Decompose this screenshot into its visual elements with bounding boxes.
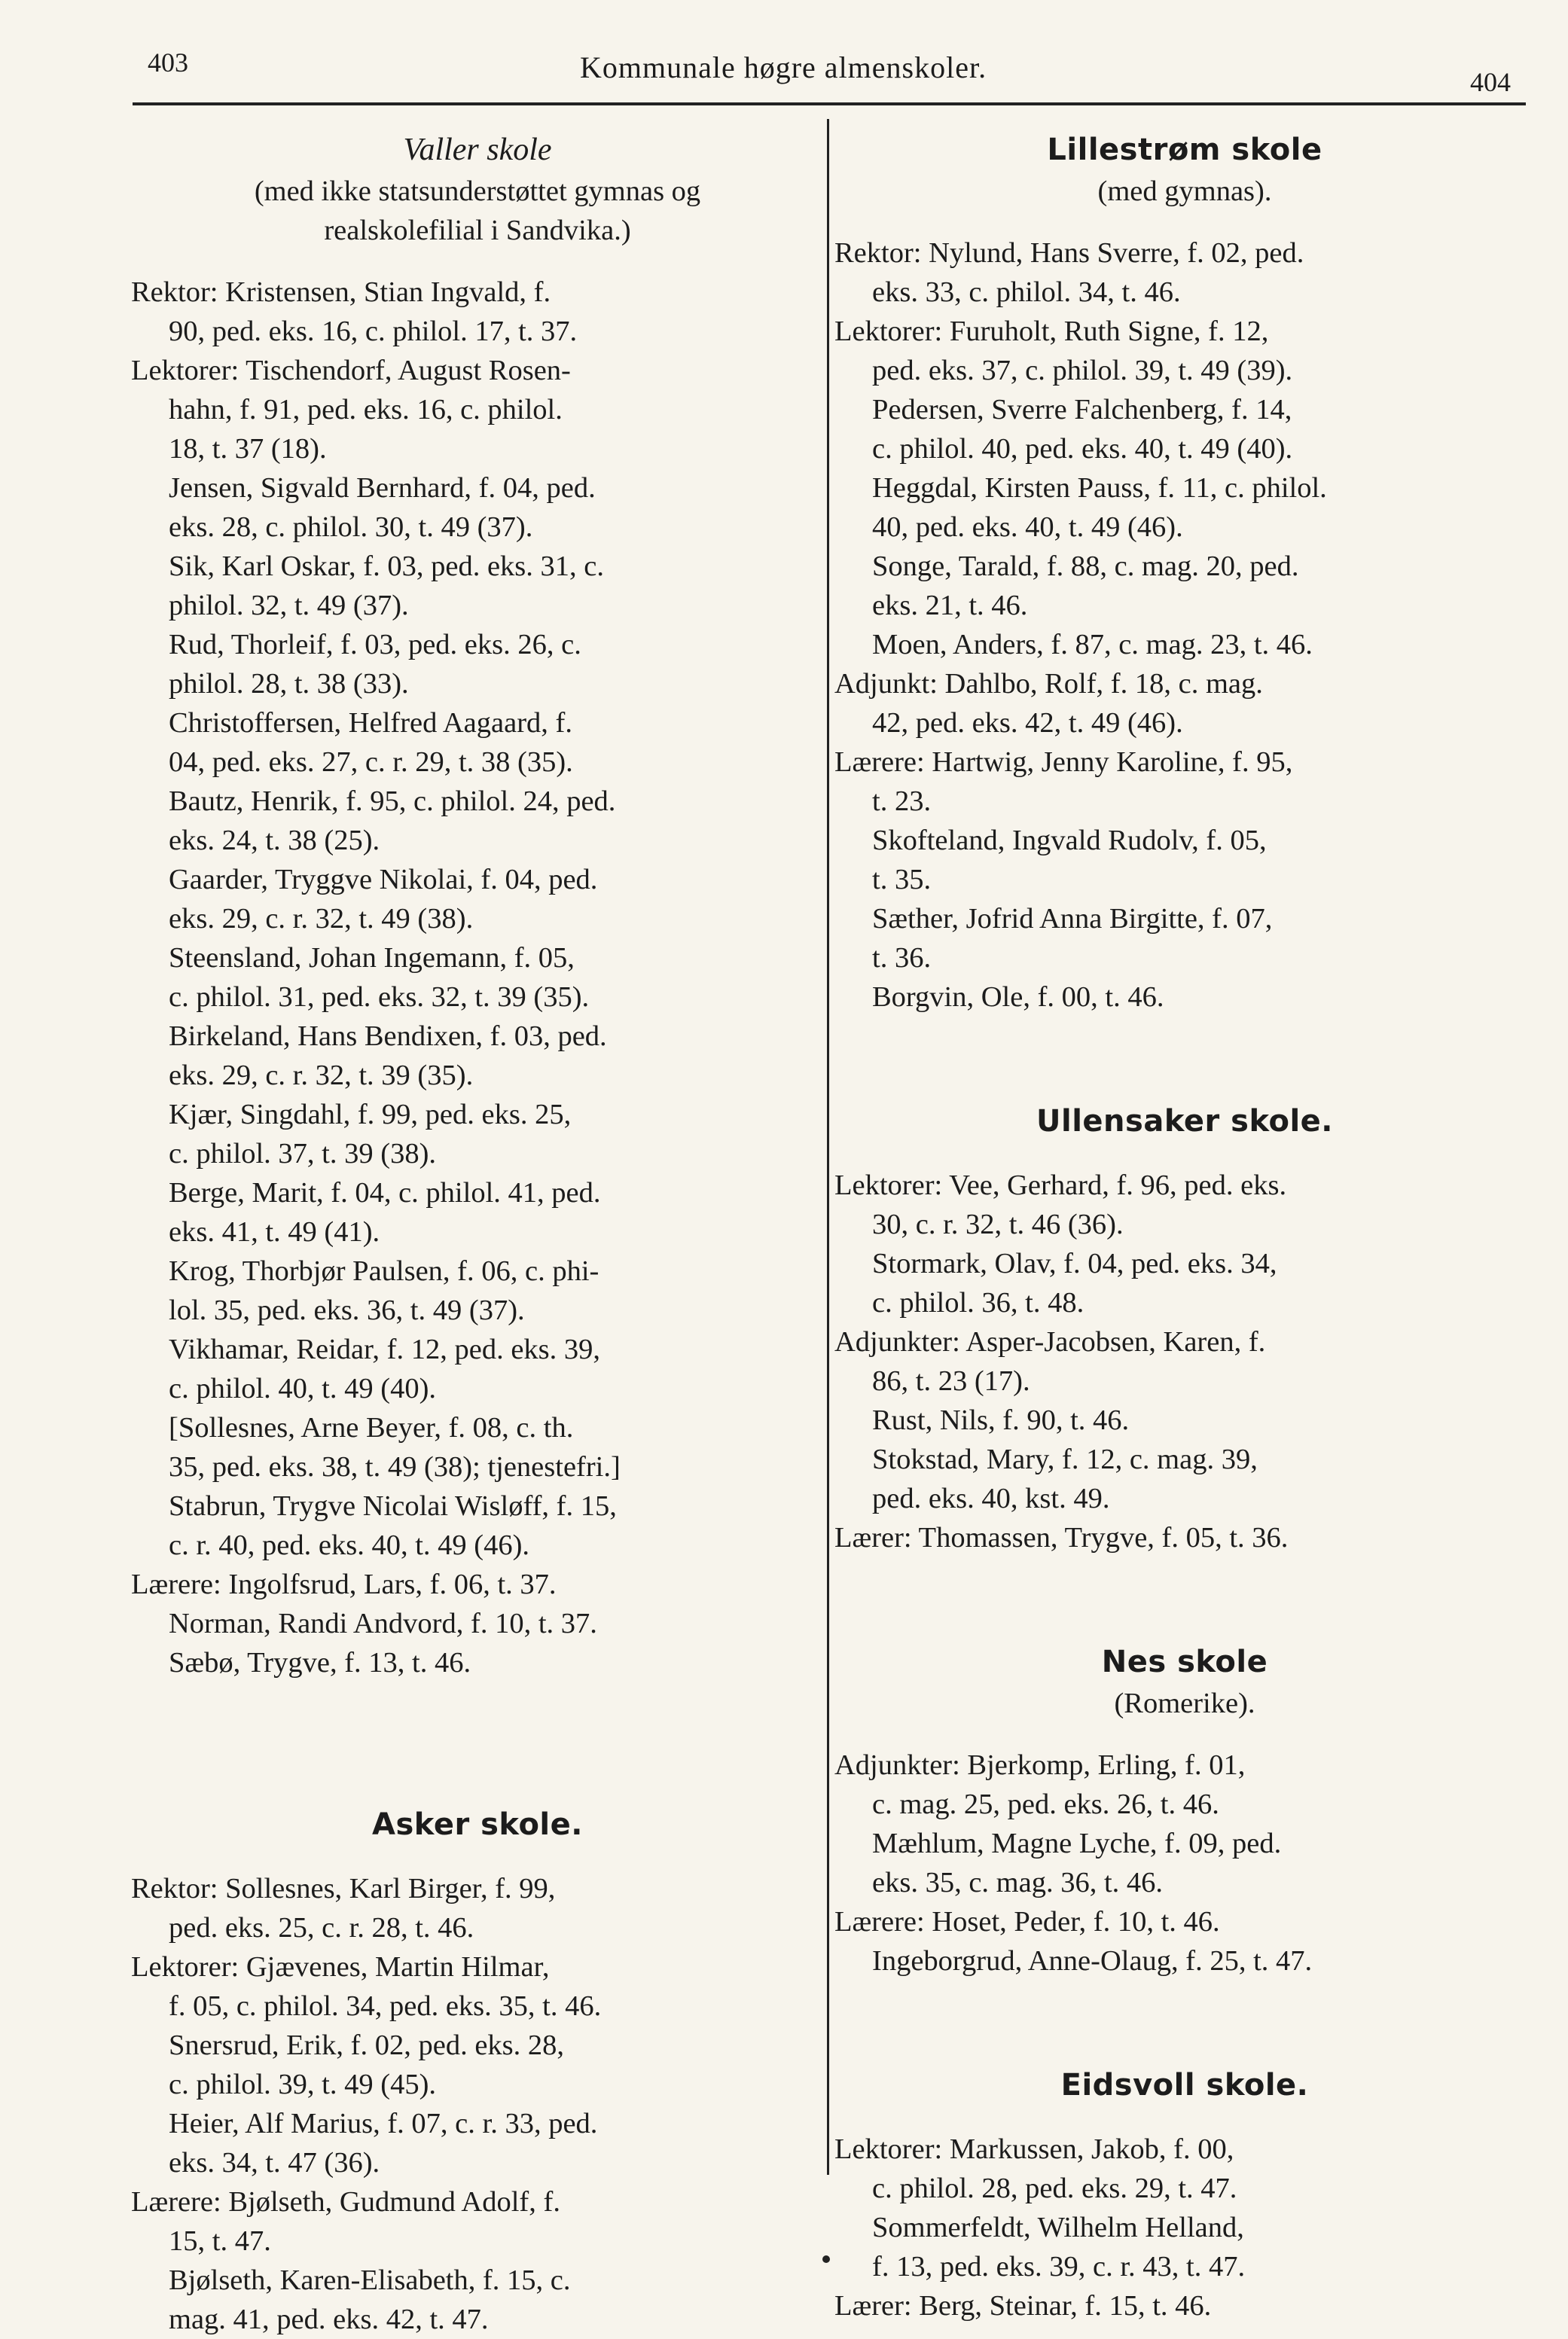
entry-line: Adjunkter: Bjerkomp, Erling, f. 01, <box>834 1749 1246 1781</box>
entry-line: [Sollesnes, Arne Beyer, f. 08, c. th. <box>169 1412 574 1444</box>
entry-line: eks. 41, t. 49 (41). <box>169 1216 380 1248</box>
page-dot <box>822 2255 830 2263</box>
entry-line: Steensland, Johan Ingemann, f. 05, <box>169 942 575 974</box>
entry-line: Lektorer: Gjævenes, Martin Hilmar, <box>131 1951 550 1983</box>
entry-line: c. philol. 39, t. 49 (45). <box>169 2069 437 2100</box>
entry-line: Lektorer: Markussen, Jakob, f. 00, <box>834 2133 1234 2165</box>
entry-line: t. 36. <box>872 942 932 974</box>
entry-line: Sæbø, Trygve, f. 13, t. 46. <box>169 1647 471 1679</box>
entry-line: Krog, Thorbjør Paulsen, f. 06, c. phi- <box>169 1255 599 1287</box>
entry-line: Sæther, Jofrid Anna Birgitte, f. 07, <box>872 903 1273 935</box>
header-rule <box>133 102 1526 105</box>
section-title: Eidsvoll skole. <box>1060 2068 1309 2103</box>
entry-line: 90, ped. eks. 16, c. philol. 17, t. 37. <box>169 316 578 347</box>
entry-line: philol. 28, t. 38 (33). <box>169 668 409 700</box>
page-number-right: 404 <box>1470 67 1511 97</box>
section-title: Asker skole. <box>372 1807 583 1842</box>
entry-line: c. philol. 40, ped. eks. 40, t. 49 (40). <box>872 433 1293 465</box>
entry-line: Stokstad, Mary, f. 12, c. mag. 39, <box>872 1444 1258 1475</box>
entry-line: Lærere: Bjølseth, Gudmund Adolf, f. <box>131 2186 560 2218</box>
section-lillestrom <box>834 128 1535 1017</box>
entry-line: Rektor: Sollesnes, Karl Birger, f. 99, <box>131 1873 556 1904</box>
entry-line: c. philol. 37, t. 39 (38). <box>169 1138 437 1170</box>
entry-list <box>834 1746 1535 1981</box>
entry-line: Stormark, Olav, f. 04, ped. eks. 34, <box>872 1248 1277 1279</box>
entry-line: Gaarder, Tryggve Nikolai, f. 04, ped. <box>169 864 598 895</box>
entry-line: c. philol. 28, ped. eks. 29, t. 47. <box>872 2173 1237 2204</box>
entry-line: 18, t. 37 (18). <box>169 433 327 465</box>
entry-line: 42, ped. eks. 42, t. 49 (46). <box>872 707 1183 739</box>
section-asker <box>131 1803 824 2339</box>
entry-line: Rektor: Nylund, Hans Sverre, f. 02, ped. <box>834 237 1304 269</box>
entry-line: 40, ped. eks. 40, t. 49 (46). <box>872 511 1183 543</box>
entry-line: Bjølseth, Karen-Elisabeth, f. 15, c. <box>169 2264 571 2296</box>
entry-line: Borgvin, Ole, f. 00, t. 46. <box>872 981 1164 1013</box>
entry-line: Jensen, Sigvald Bernhard, f. 04, ped. <box>169 472 596 504</box>
entry-line: Sik, Karl Oskar, f. 03, ped. eks. 31, c. <box>169 550 604 582</box>
entry-line: Adjunkt: Dahlbo, Rolf, f. 18, c. mag. <box>834 668 1263 700</box>
entry-line: eks. 28, c. philol. 30, t. 49 (37). <box>169 511 533 543</box>
section-title: Lillestrøm skole <box>1047 133 1322 167</box>
entry-line: 86, t. 23 (17). <box>872 1365 1030 1397</box>
entry-line: Bautz, Henrik, f. 95, c. philol. 24, ped. <box>169 785 616 817</box>
entry-line: Christoffersen, Helfred Aagaard, f. <box>169 707 572 739</box>
entry-line: eks. 29, c. r. 32, t. 49 (38). <box>169 903 474 935</box>
section-title: Nes skole <box>1101 1645 1268 1679</box>
entry-line: Heggdal, Kirsten Pauss, f. 11, c. philol. <box>872 472 1327 504</box>
entry-line: Birkeland, Hans Bendixen, f. 03, ped. <box>169 1020 607 1052</box>
entry-list <box>131 273 824 1682</box>
entry-line: Lektorer: Furuholt, Ruth Signe, f. 12, <box>834 316 1269 347</box>
column-divider <box>827 119 829 2175</box>
entry-line: hahn, f. 91, ped. eks. 16, c. philol. <box>169 394 563 425</box>
section-nes <box>834 1640 1535 1981</box>
left-column <box>131 128 824 2339</box>
entry-line: eks. 24, t. 38 (25). <box>169 825 380 856</box>
section-subtitle: (med ikke statsunderstøttet gymnas og <box>254 175 701 207</box>
entry-line: mag. 41, ped. eks. 42, t. 47. <box>169 2304 489 2335</box>
entry-line: ped. eks. 37, c. philol. 39, t. 49 (39). <box>872 355 1293 386</box>
entry-line: Heier, Alf Marius, f. 07, c. r. 33, ped. <box>169 2108 598 2139</box>
entry-line: Rust, Nils, f. 90, t. 46. <box>872 1404 1130 1436</box>
entry-line: eks. 29, c. r. 32, t. 39 (35). <box>169 1060 474 1091</box>
entry-line: Songe, Tarald, f. 88, c. mag. 20, ped. <box>872 550 1299 582</box>
entry-line: t. 35. <box>872 864 932 895</box>
section-subtitle: (Romerike). <box>1114 1688 1255 1719</box>
entry-line: ped. eks. 25, c. r. 28, t. 46. <box>169 1912 474 1944</box>
entry-line: c. r. 40, ped. eks. 40, t. 49 (46). <box>169 1529 530 1561</box>
section-ullensaker <box>834 1099 1535 1557</box>
entry-line: Pedersen, Sverre Falchenberg, f. 14, <box>872 394 1292 425</box>
section-title: Ullensaker skole. <box>1036 1104 1333 1139</box>
entry-line: c. philol. 36, t. 48. <box>872 1287 1084 1319</box>
entry-line: Lærere: Ingolfsrud, Lars, f. 06, t. 37. <box>131 1569 557 1600</box>
entry-line: eks. 35, c. mag. 36, t. 46. <box>872 1867 1164 1898</box>
entry-line: Lærer: Thomassen, Trygve, f. 05, t. 36. <box>834 1522 1289 1554</box>
entry-line: lol. 35, ped. eks. 36, t. 49 (37). <box>169 1295 525 1326</box>
entry-line: 04, ped. eks. 27, c. r. 29, t. 38 (35). <box>169 746 573 778</box>
entry-line: Lærer: Berg, Steinar, f. 15, t. 46. <box>834 2290 1212 2322</box>
right-column <box>834 128 1535 2325</box>
entry-line: Norman, Randi Andvord, f. 10, t. 37. <box>169 1608 597 1639</box>
entry-line: Kjær, Singdahl, f. 99, ped. eks. 25, <box>169 1099 572 1130</box>
entry-list <box>131 1869 824 2339</box>
entry-line: Rud, Thorleif, f. 03, ped. eks. 26, c. <box>169 629 581 660</box>
page-number-left: 403 <box>148 47 188 78</box>
entry-line: Lektorer: Tischendorf, August Rosen- <box>131 355 571 386</box>
section-subtitle: realskolefilial i Sandvika.) <box>324 215 631 246</box>
entry-list <box>834 1166 1535 1557</box>
entry-line: Sommerfeldt, Wilhelm Helland, <box>872 2212 1244 2243</box>
entry-line: Stabrun, Trygve Nicolai Wisløff, f. 15, <box>169 1490 617 1522</box>
entry-line: Mæhlum, Magne Lyche, f. 09, ped. <box>872 1828 1282 1859</box>
entry-line: f. 05, c. philol. 34, ped. eks. 35, t. 46. <box>169 1990 602 2022</box>
entry-line: 30, c. r. 32, t. 46 (36). <box>872 1209 1124 1240</box>
entry-list <box>834 233 1535 1017</box>
entry-line: eks. 33, c. philol. 34, t. 46. <box>872 276 1181 308</box>
entry-line: Skofteland, Ingvald Rudolv, f. 05, <box>872 825 1267 856</box>
entry-line: Ingeborgrud, Anne-Olaug, f. 25, t. 47. <box>872 1945 1313 1977</box>
running-title: Kommunale høgre almenskoler. <box>580 50 987 84</box>
section-subtitle: (med gymnas). <box>1097 175 1272 207</box>
entry-line: Lærere: Hoset, Peder, f. 10, t. 46. <box>834 1906 1220 1938</box>
entry-line: philol. 32, t. 49 (37). <box>169 590 409 621</box>
entry-line: f. 13, ped. eks. 39, c. r. 43, t. 47. <box>872 2251 1246 2283</box>
entry-line: ped. eks. 40, kst. 49. <box>872 1483 1110 1514</box>
entry-line: 35, ped. eks. 38, t. 49 (38); tjenestefri.] <box>169 1451 621 1483</box>
entry-line: c. philol. 31, ped. eks. 32, t. 39 (35). <box>169 981 590 1013</box>
entry-line: Vikhamar, Reidar, f. 12, ped. eks. 39, <box>169 1334 601 1365</box>
entry-line: c. mag. 25, ped. eks. 26, t. 46. <box>872 1789 1219 1820</box>
section-valler <box>131 128 824 1682</box>
entry-line: 15, t. 47. <box>169 2225 271 2257</box>
entry-line: Lærere: Hartwig, Jenny Karoline, f. 95, <box>834 746 1293 778</box>
entry-line: Adjunkter: Asper-Jacobsen, Karen, f. <box>834 1326 1266 1358</box>
entry-line: eks. 34, t. 47 (36). <box>169 2147 380 2179</box>
entry-line: Berge, Marit, f. 04, c. philol. 41, ped. <box>169 1177 601 1209</box>
entry-list <box>834 2130 1535 2325</box>
entry-line: Moen, Anders, f. 87, c. mag. 23, t. 46. <box>872 629 1313 660</box>
entry-line: Lektorer: Vee, Gerhard, f. 96, ped. eks. <box>834 1170 1287 1201</box>
section-eidsvoll <box>834 2063 1535 2325</box>
entry-line: t. 23. <box>872 785 932 817</box>
section-title: Valler skole <box>403 133 552 167</box>
entry-line: c. philol. 40, t. 49 (40). <box>169 1373 437 1404</box>
entry-line: Rektor: Kristensen, Stian Ingvald, f. <box>131 276 551 308</box>
entry-line: eks. 21, t. 46. <box>872 590 1028 621</box>
entry-line: Snersrud, Erik, f. 02, ped. eks. 28, <box>169 2029 565 2061</box>
